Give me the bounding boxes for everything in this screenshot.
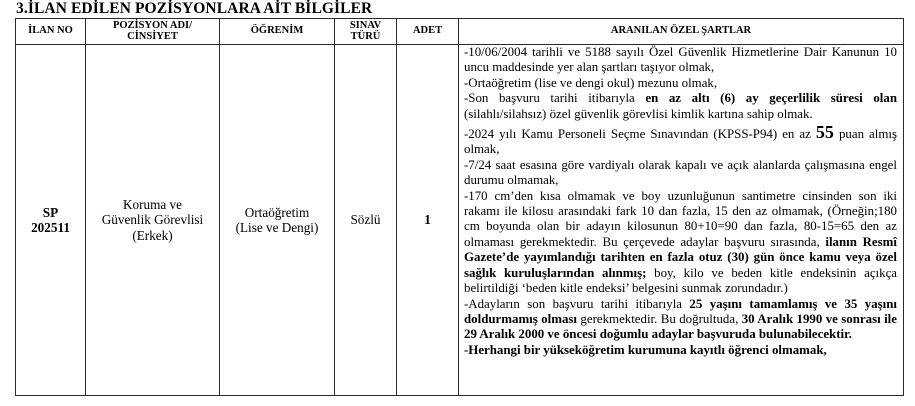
- condition-4-tail: puan almış olmak,: [464, 127, 897, 157]
- condition-7: [464, 297, 897, 343]
- header-ilan-no: İLAN NO: [16, 19, 86, 45]
- ilan-no-line2: 202511: [31, 220, 70, 235]
- header-pozisyon: [86, 19, 220, 45]
- header-sinav-line1: SINAV: [349, 20, 382, 31]
- pozisyon-line1: Koruma ve: [123, 196, 182, 212]
- condition-1: -10/06/2004 tarihli ve 5188 sayılı Özel Güvenlik Hizmetlerine Dair Kanunun 10 uncu maddesinde yer alan şartları taşıyor olmak,: [464, 45, 897, 75]
- pozisyon-line3: (Erkek): [132, 227, 173, 243]
- pozisyon-line2: Güvenlik Görevlisi: [101, 212, 204, 228]
- condition-6: [464, 189, 897, 297]
- header-pozisyon-line1: POZİSYON ADI/: [112, 20, 193, 31]
- cell-sinav-turu: Sözlü: [335, 45, 397, 396]
- table-header-row: [16, 19, 904, 45]
- ogrenim-line2: (Lise ve Dengi): [235, 220, 319, 235]
- cell-ilan-no: [16, 45, 86, 396]
- cell-adet: 1: [397, 45, 459, 396]
- section-title: 3.İLAN EDİLEN POZİSYONLARA AİT BİLGİLER: [16, 0, 373, 17]
- condition-4-text: -2024 yılı Kamu Personeli Seçme Sınavından (KPSS-P94) en az: [464, 127, 816, 142]
- condition-7-bold-dates: 30 Aralık 1990 ve sonrası ile 29 Aralık 2000 ve öncesi doğumlu adaylar başvuruda bulunabilecektir.: [464, 311, 897, 342]
- condition-3-tail: (silahlı/silahsız) özel güvenlik görevlisi kimlik kartına sahip olmak.: [464, 106, 813, 121]
- condition-7-mid: gerekmektedir. Bu doğrultuda,: [577, 311, 742, 326]
- header-sartlar: ARANILAN ÖZEL ŞARTLAR: [459, 19, 904, 45]
- table-row: [16, 45, 904, 396]
- positions-table: [15, 18, 904, 396]
- header-pozisyon-line2: CİNSİYET: [127, 30, 178, 42]
- ogrenim-line1: Ortaöğretim: [244, 204, 310, 220]
- condition-8: [464, 343, 897, 358]
- condition-3: [464, 91, 897, 122]
- header-sinav-turu: [335, 19, 397, 45]
- condition-2: -Ortaöğretim (lise ve dengi okul) mezunu olmak,: [464, 75, 718, 90]
- condition-6-bold: ilanın Resmî Gazete’de yayımlandığı tarihten en fazla otuz (30) gün önce kamu veya özel sağlık kuruluşlarından alınmış;: [464, 234, 897, 280]
- ilan-no-line1: SP: [42, 204, 59, 220]
- condition-7-bold-age: 25 yaşını tamamlamış ve 35 yaşını doldurmamış olması: [464, 296, 897, 326]
- condition-3-bold: en az altı (6) ay geçerlilik süresi olan: [645, 91, 897, 106]
- header-ogrenim: ÖĞRENİM: [220, 19, 335, 45]
- condition-5: -7/24 saat esasına göre vardiyalı olarak kapalı ve açık alanlarda çalışmasına engel durumu olmamak,: [464, 157, 897, 188]
- condition-8-bold: -Herhangi bir yükseköğretim kurumuna kayıtlı öğrenci olmamak,: [464, 342, 827, 357]
- condition-6-tail: boy, kilo ve beden kitle endeksinin açıkça belirtildiği ‘beden kitle endeksi’ belgesini sunmak zorundadır.): [464, 265, 898, 296]
- cell-ogrenim: [220, 45, 335, 396]
- header-sinav-line2: TÜRÜ: [350, 30, 381, 42]
- kpss-score: 55: [815, 122, 834, 143]
- condition-4: [464, 122, 897, 158]
- cell-pozisyon: [86, 45, 220, 396]
- cell-conditions: [459, 45, 904, 396]
- condition-6-text: -170 cm’den kısa olmamak ve boy uzunluğunun santimetre cinsinden son iki rakamı ile kilosu arasındaki fark 10 dan fazla, 15 den az olmamak, (Örneğin;180 cm boyunda olan bir adayın kilosunun 80+10=90 dan fazla, 80-15=65 den az olmaması gerekmektedir. Bu çerçevede adaylar başvuru sırasında,: [464, 188, 897, 249]
- condition-3-text: -Son başvuru tarihi itibarıyla: [464, 91, 646, 106]
- condition-7-text: -Adayların son başvuru tarihi itibarıyla: [464, 296, 690, 311]
- header-adet: ADET: [397, 19, 459, 45]
